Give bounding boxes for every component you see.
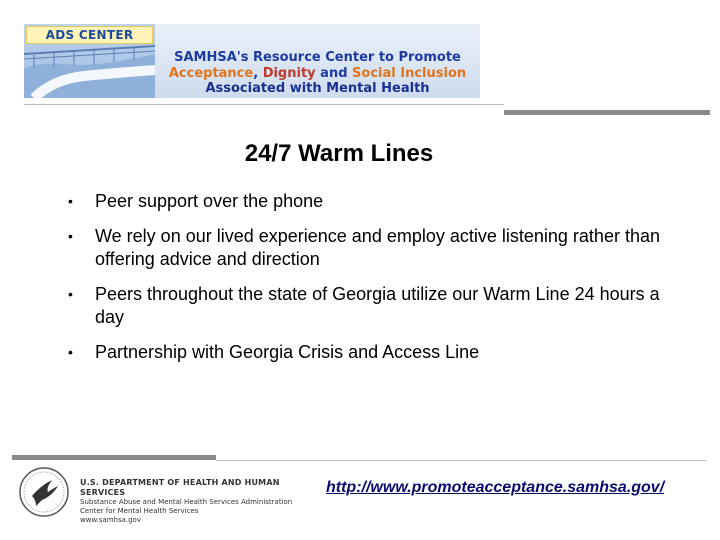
banner-samhsa: SAMHSA's <box>174 50 254 65</box>
ads-center-banner <box>24 24 480 98</box>
samhsa-agency: Substance Abuse and Mental Health Services Administration <box>80 498 293 506</box>
banner-acceptance: Acceptance <box>168 66 254 81</box>
bottom-accent-bar <box>12 455 216 460</box>
bullet-text: Peers throughout the state of Georgia utilize our Warm Line 24 hours a day <box>95 284 660 327</box>
banner-line-1 <box>155 50 480 66</box>
banner-sep-2: and <box>315 66 353 81</box>
banner-line-3: Associated with Mental Health <box>205 81 430 96</box>
hhs-department: U.S. DEPARTMENT OF HEALTH AND HUMAN SERVICES <box>80 478 280 497</box>
hhs-eagle-icon <box>18 466 70 518</box>
slide-title: 24/7 Warm Lines <box>244 140 434 167</box>
top-accent-bar <box>504 110 710 115</box>
bullet-text: Peer support over the phone <box>95 191 324 211</box>
banner-text <box>155 24 480 98</box>
top-divider <box>24 104 504 105</box>
promoteacceptance-link[interactable]: http://www.promoteacceptance.samhsa.gov/ <box>326 479 665 496</box>
cmhs-center: Center for Mental Health Services <box>80 507 199 515</box>
banner-line-2 <box>155 66 480 82</box>
bullet-text: Partnership with Georgia Crisis and Access Line <box>95 342 480 362</box>
bullet-marker: • <box>68 344 73 360</box>
bridge-illustration <box>24 24 155 98</box>
bottom-divider <box>216 460 706 461</box>
banner-resource-center: Resource Center to Promote <box>253 50 461 65</box>
bullet-item <box>62 341 662 364</box>
banner-sep-1: , <box>253 66 263 81</box>
bullet-marker: • <box>68 286 73 302</box>
bullet-item <box>62 190 662 213</box>
ads-center-label: ADS CENTER <box>26 26 153 44</box>
samhsa-site: www.samhsa.gov <box>80 516 141 524</box>
bullet-item <box>62 225 662 271</box>
banner-dignity: Dignity <box>262 66 316 81</box>
bullet-marker: • <box>68 193 73 209</box>
bullet-item <box>62 283 662 329</box>
bullet-text: We rely on our lived experience and employ active listening rather than offering advice and direction <box>95 226 660 269</box>
hhs-samhsa-credit <box>80 478 300 525</box>
bullet-marker: • <box>68 228 73 244</box>
banner-social-inclusion: Social Inclusion <box>352 66 467 81</box>
bullet-list <box>62 190 662 376</box>
